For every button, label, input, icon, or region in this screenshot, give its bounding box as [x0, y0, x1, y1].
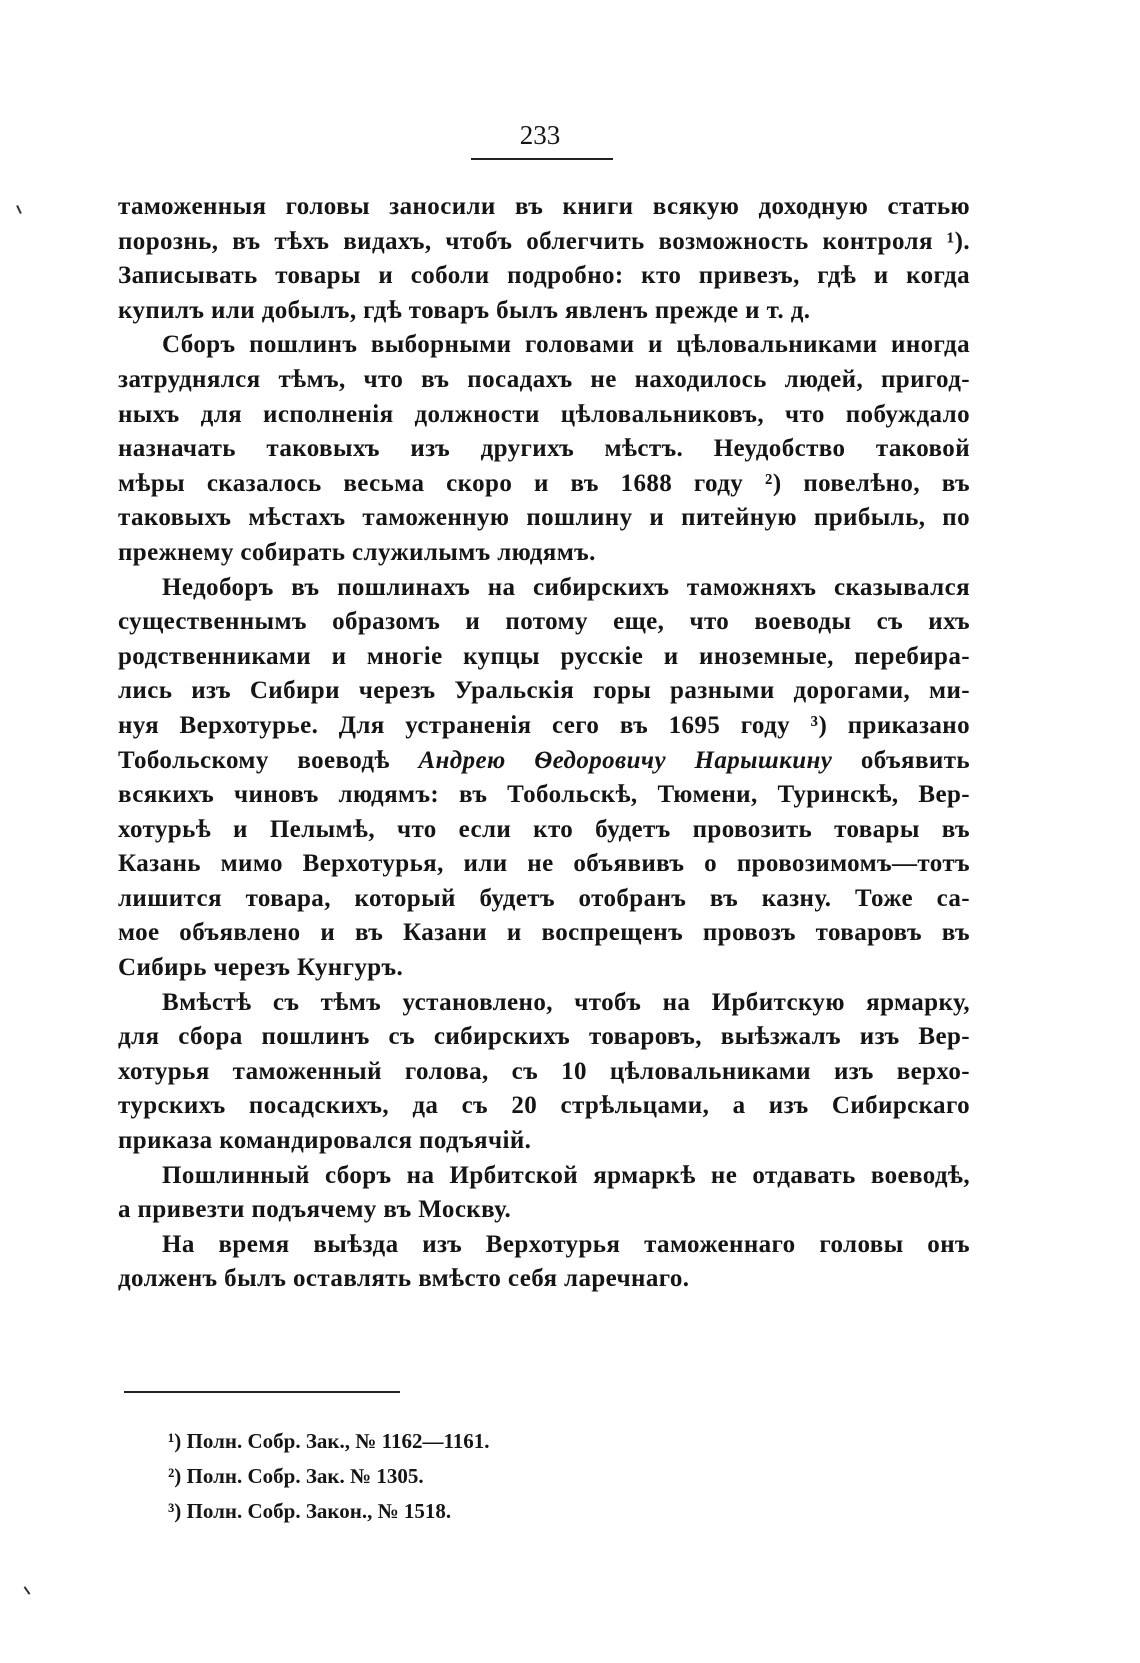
text-line: для сбора пошлинъ съ сибирскихъ товаровъ, выѣзжалъ изъ Вер-	[118, 1023, 970, 1051]
text-line-with-name	[118, 744, 970, 779]
footnotes	[168, 1424, 768, 1529]
page-number: 233	[519, 120, 561, 150]
scan-mark	[24, 1586, 31, 1595]
paragraph-6	[118, 1228, 970, 1297]
text-line: таковыхъ мѣстахъ таможенную пошлину и питейную прибыль, по	[118, 504, 970, 532]
text-line: хотурья таможенный голова, съ 10 цѣловальниками изъ верхо-	[118, 1057, 970, 1085]
footnote-3: ³) Полн. Собр. Закон., № 1518.	[168, 1499, 452, 1523]
text-line: таможенныя головы заносили въ книги всякую доходную статью	[118, 193, 970, 220]
text-line: мое объявлено и въ Казани и воспрещенъ провозъ товаровъ въ	[118, 919, 970, 947]
text-line: назначать таковыхъ изъ другихъ мѣстъ. Неудобство таковой	[118, 435, 970, 463]
text-line: Пошлинный сборъ на Ирбитской ярмаркѣ не отдавать воеводѣ,	[162, 1161, 970, 1189]
text-line: Вмѣстѣ съ тѣмъ установлено, чтобъ на Ирбитскую ярмарку,	[162, 988, 970, 1016]
text-line: Сибирь черезъ Кунгуръ.	[118, 954, 404, 982]
text-fragment: объявить	[860, 746, 970, 774]
text-line: долженъ былъ оставлять вмѣсто себя ларечнаго.	[118, 1265, 690, 1293]
text-line: приказа командировался подъячій.	[118, 1127, 532, 1155]
footnote-1: ¹) Полн. Собр. Зак., № 1162—1161.	[168, 1429, 490, 1453]
footnote-separator	[124, 1391, 400, 1393]
text-line: Казань мимо Верхотурья, или не объявивъ о провозимомъ—тотъ	[118, 850, 970, 878]
text-line: лись изъ Сибири черезъ Уральскія горы разными дорогами, ми-	[118, 677, 970, 705]
text-line: Записывать товары и соболи подробно: кто привезъ, гдѣ и когда	[118, 262, 970, 290]
person-name: Андрею Ѳедоровичу Нарышкину	[418, 746, 833, 774]
text-line: На время выѣзда изъ Верхотурья таможеннаго головы онъ	[162, 1230, 970, 1258]
text-line: турскихъ посадскихъ, да съ 20 стрѣльцами, а изъ Сибирскаго	[118, 1092, 970, 1120]
body-text	[118, 190, 970, 1297]
text-line: Сборъ пошлинъ выборными головами и цѣловальниками иногда	[162, 331, 970, 359]
text-line: Недоборъ въ пошлинахъ на сибирскихъ таможняхъ сказывался	[162, 573, 970, 601]
page-number-rule	[471, 158, 613, 160]
text-line: а привезти подъячему въ Москву.	[118, 1196, 512, 1224]
text-line: купилъ или добылъ, гдѣ товаръ былъ явленъ прежде и т. д.	[118, 296, 811, 324]
text-line: существеннымъ образомъ и потому еще, что воеводы съ ихъ	[118, 608, 970, 636]
footnote-2: ²) Полн. Собр. Зак. № 1305.	[168, 1464, 424, 1488]
paragraph-4	[118, 986, 970, 1159]
text-line: всякихъ чиновъ людямъ: въ Тобольскѣ, Тюмени, Туринскѣ, Вер-	[118, 781, 970, 809]
text-line: прежнему собирать служилымъ людямъ.	[118, 538, 596, 566]
text-line: затруднялся тѣмъ, что въ посадахъ не находилось людей, пригод-	[118, 365, 970, 393]
text-line: лишится товара, который будетъ отобранъ въ казну. Тоже са-	[118, 884, 970, 912]
paragraph-5	[118, 1159, 970, 1228]
paragraph-1	[118, 190, 970, 328]
paragraph-3	[118, 571, 970, 986]
paragraph-2	[118, 328, 970, 570]
scan-mark	[16, 205, 22, 214]
text-line: мѣры сказалось весьма скоро и въ 1688 году ²) повелѣно, въ	[118, 469, 970, 497]
text-line: родственниками и многіе купцы русскіе и иноземные, перебира-	[118, 642, 970, 670]
text-line: порознь, въ тѣхъ видахъ, чтобъ облегчить возможность контроля ¹).	[118, 227, 970, 255]
text-fragment: Тобольскому воеводѣ	[118, 746, 390, 774]
text-line: нуя Верхотурье. Для устраненія сего въ 1695 году ³) приказано	[118, 711, 970, 739]
text-line: ныхъ для исполненія должности цѣловальниковъ, что побуждало	[118, 400, 970, 428]
text-line: хотурьѣ и Пелымѣ, что если кто будетъ провозить товары въ	[118, 815, 970, 843]
